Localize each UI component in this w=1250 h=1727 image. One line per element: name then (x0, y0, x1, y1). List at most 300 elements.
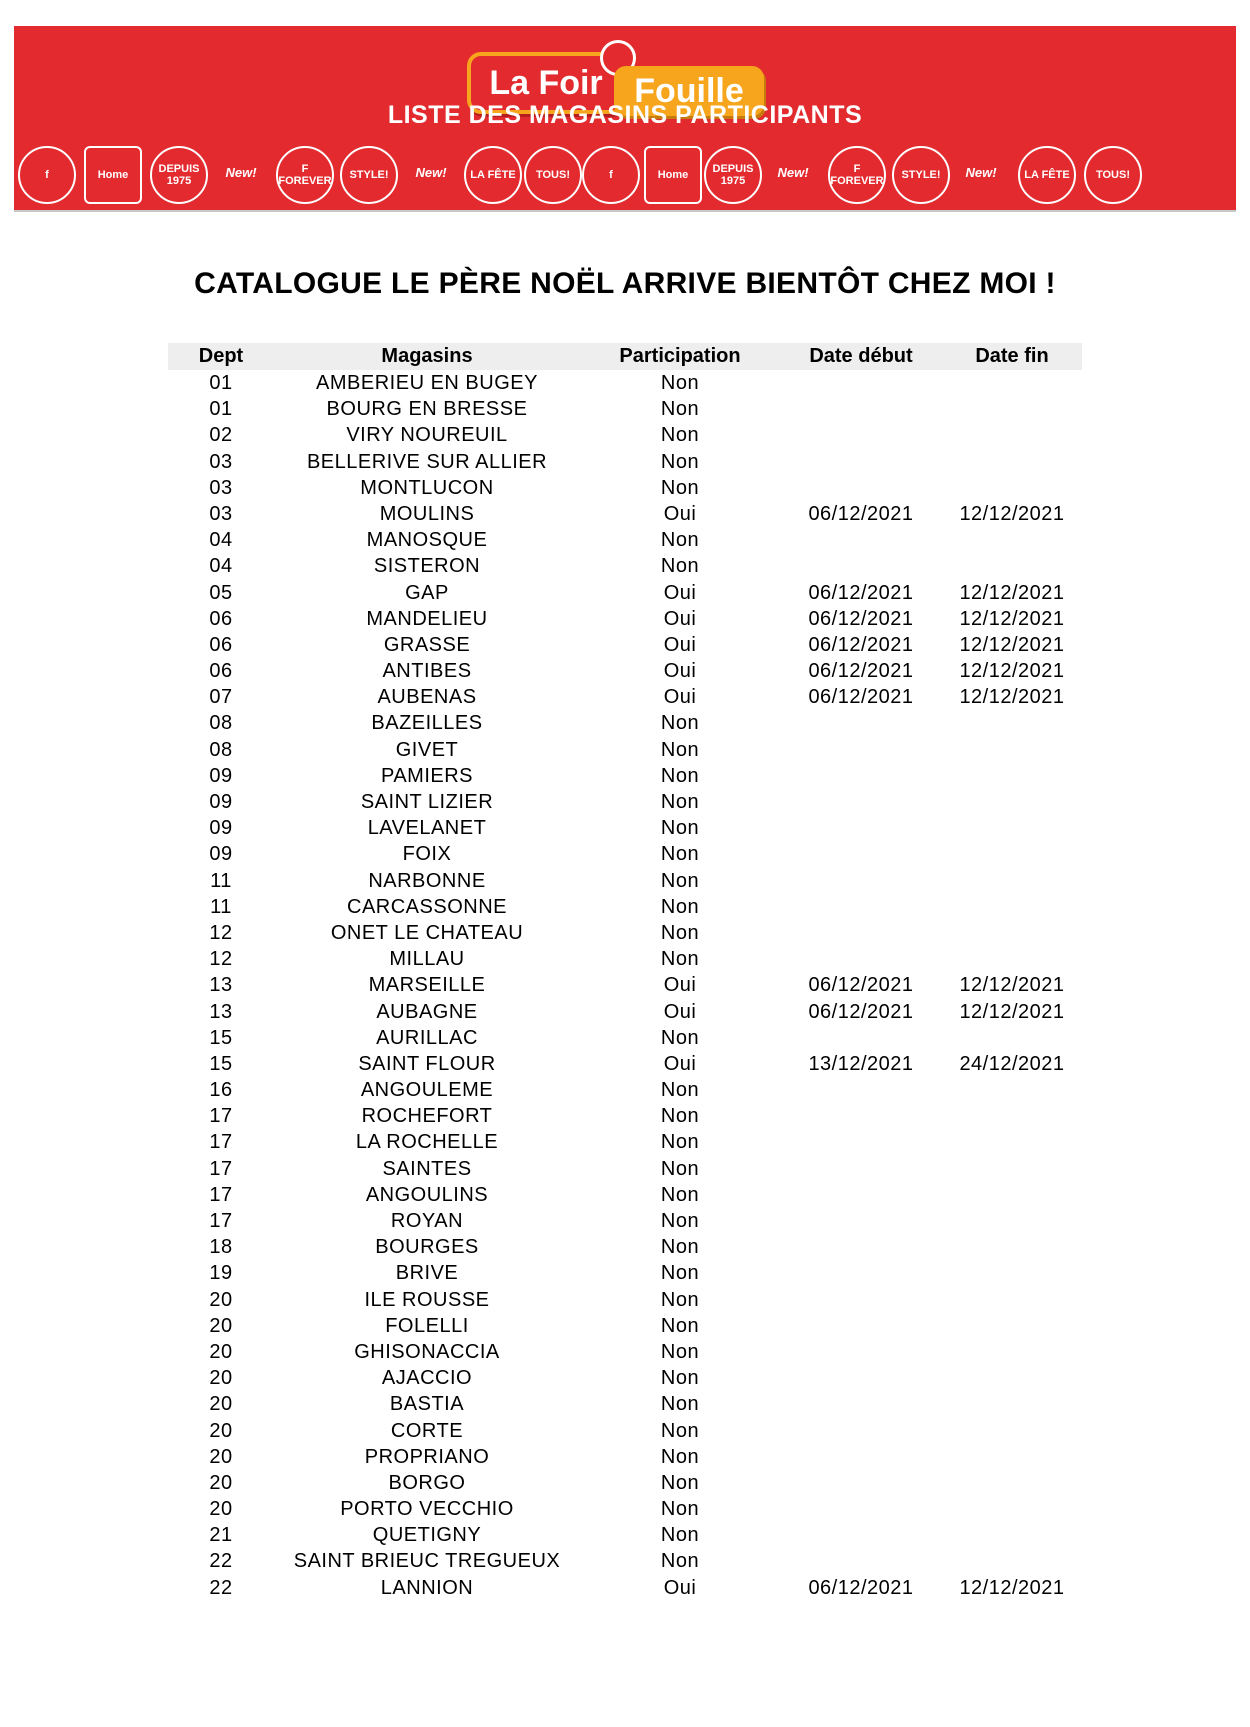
cell-date-fin (942, 1182, 1082, 1208)
table-row (168, 606, 1082, 632)
table-row (168, 815, 1082, 841)
table-row (168, 553, 1082, 579)
banner-subtitle: LISTE DES MAGASINS PARTICIPANTS (387, 101, 863, 129)
cell-magasin: LANNION (380, 1576, 474, 1599)
cell-participation: Oui (663, 581, 697, 604)
table-row (168, 1287, 1082, 1313)
cell-dept: 15 (209, 1052, 233, 1075)
cell-dept: 15 (209, 1026, 233, 1049)
badge-icon: STYLE! (892, 146, 950, 204)
cell-magasin: FOIX (402, 843, 452, 866)
cell-date-debut: 13/12/2021 (808, 1052, 914, 1075)
cell-dept: 20 (209, 1340, 233, 1363)
cell-date-fin (942, 1365, 1082, 1391)
table-row (168, 1575, 1082, 1601)
cell-date-debut (780, 1103, 942, 1129)
cell-magasin: BAZEILLES (371, 712, 483, 735)
cell-participation: Non (660, 398, 700, 421)
cell-date-fin: 12/12/2021 (959, 660, 1065, 683)
cell-date-debut (780, 553, 942, 579)
cell-date-debut: 06/12/2021 (808, 686, 914, 709)
cell-date-fin (942, 737, 1082, 763)
cell-participation: Oui (663, 607, 697, 630)
cell-magasin: ONET LE CHATEAU (330, 921, 524, 944)
cell-magasin: BORGO (388, 1471, 466, 1494)
cell-participation: Non (660, 1131, 700, 1154)
cell-dept: 06 (209, 633, 233, 656)
cell-date-fin (942, 894, 1082, 920)
cell-participation: Non (660, 869, 700, 892)
cell-magasin: AMBERIEU EN BUGEY (316, 372, 538, 394)
badge-icon: F FOREVER (828, 146, 886, 204)
cell-participation: Non (660, 372, 700, 394)
cell-date-debut: 06/12/2021 (808, 660, 914, 683)
cell-date-fin: 12/12/2021 (959, 1576, 1065, 1599)
table-row (168, 1470, 1082, 1496)
cell-date-fin (942, 422, 1082, 448)
cell-date-fin (942, 553, 1082, 579)
cell-date-debut (780, 1156, 942, 1182)
cell-participation: Non (660, 1105, 700, 1128)
cell-magasin: AURILLAC (376, 1026, 478, 1049)
cell-date-debut (780, 841, 942, 867)
table-row (168, 527, 1082, 553)
cell-date-debut (780, 1025, 942, 1051)
cell-date-fin (942, 1103, 1082, 1129)
cell-participation: Non (660, 1393, 700, 1416)
cell-dept: 09 (209, 817, 233, 840)
cell-dept: 09 (209, 791, 233, 813)
table-row (168, 580, 1082, 606)
logo-text-left: La Foir (467, 52, 625, 114)
table-row (168, 1077, 1082, 1103)
cell-date-fin (942, 1470, 1082, 1496)
cell-participation: Non (660, 1157, 700, 1180)
cell-magasin: NARBONNE (368, 869, 486, 892)
cell-participation: Non (660, 1262, 700, 1285)
table-row (168, 1129, 1082, 1155)
cell-participation: Non (660, 529, 700, 552)
cell-date-debut (780, 920, 942, 946)
table-row (168, 422, 1082, 448)
cell-date-debut (780, 396, 942, 422)
table-row (168, 449, 1082, 475)
cell-participation: Non (660, 1236, 700, 1259)
cell-date-debut (780, 710, 942, 736)
cell-dept: 08 (209, 738, 233, 761)
table-row (168, 972, 1082, 998)
cell-date-debut (780, 946, 942, 972)
cell-participation: Non (660, 1498, 700, 1521)
cell-magasin: ROCHEFORT (361, 1105, 493, 1128)
badge-icon: Home (644, 146, 702, 204)
cell-date-debut (780, 1077, 942, 1103)
table-row (168, 894, 1082, 920)
cell-date-fin (942, 1287, 1082, 1313)
badge-icon: LA FÊTE (1018, 146, 1076, 204)
cell-magasin: PROPRIANO (364, 1445, 490, 1468)
table-row (168, 868, 1082, 894)
cell-dept: 11 (210, 895, 232, 918)
cell-date-debut (780, 1287, 942, 1313)
cell-dept: 17 (209, 1105, 233, 1128)
page-title: CATALOGUE LE PÈRE NOËL ARRIVE BIENTÔT CHEZ MOI ! (194, 267, 1056, 300)
cell-magasin: CORTE (390, 1419, 464, 1442)
badge-icon: DEPUIS 1975 (704, 146, 762, 204)
cell-participation: Oui (663, 1000, 697, 1023)
cell-date-fin (942, 1077, 1082, 1103)
cell-dept: 12 (209, 948, 233, 971)
cell-magasin: SAINTES (382, 1157, 472, 1180)
table-row (168, 1418, 1082, 1444)
cell-participation: Non (660, 843, 700, 866)
cell-magasin: PORTO VECCHIO (340, 1498, 514, 1521)
cell-dept: 21 (209, 1524, 233, 1547)
table-row (168, 946, 1082, 972)
cell-participation: Non (660, 1445, 700, 1468)
cell-dept: 01 (209, 372, 233, 394)
cell-date-debut (780, 1234, 942, 1260)
cell-participation: Oui (663, 502, 697, 525)
cell-participation: Non (660, 1079, 700, 1102)
cell-participation: Non (660, 921, 700, 944)
table-row (168, 1548, 1082, 1574)
cell-date-debut (780, 1496, 942, 1522)
cell-dept: 09 (209, 764, 233, 787)
cell-participation: Non (660, 764, 700, 787)
cell-dept: 17 (209, 1157, 233, 1180)
table-row (168, 1313, 1082, 1339)
table-row (168, 501, 1082, 527)
badge-icon: New! (415, 165, 447, 180)
cell-participation: Non (660, 450, 700, 473)
table-row (168, 1025, 1082, 1051)
cell-date-debut: 06/12/2021 (808, 1000, 914, 1023)
cell-magasin: SAINT BRIEUC TREGUEUX (293, 1550, 561, 1573)
table-row (168, 763, 1082, 789)
cell-dept: 07 (209, 686, 233, 709)
cell-date-fin (942, 841, 1082, 867)
cell-magasin: FOLELLI (385, 1314, 469, 1337)
cell-dept: 13 (209, 1000, 233, 1023)
cell-date-fin (942, 1129, 1082, 1155)
cell-magasin: MONTLUCON (360, 476, 494, 499)
cell-magasin: MANDELIEU (366, 607, 488, 630)
cell-date-debut (780, 1391, 942, 1417)
cell-date-debut (780, 1522, 942, 1548)
cell-dept: 11 (210, 869, 232, 892)
cell-date-fin (942, 946, 1082, 972)
table-header (168, 343, 1082, 370)
cell-date-debut (780, 475, 942, 501)
cell-dept: 03 (209, 476, 233, 499)
table-row (168, 841, 1082, 867)
cell-date-fin (942, 1418, 1082, 1444)
cell-participation: Oui (663, 686, 697, 709)
cell-dept: 20 (209, 1288, 233, 1311)
cell-participation: Non (660, 1524, 700, 1547)
table-row (168, 737, 1082, 763)
cell-date-debut: 06/12/2021 (808, 633, 914, 656)
cell-dept: 06 (209, 660, 233, 683)
cell-dept: 02 (209, 424, 233, 447)
cell-date-debut (780, 868, 942, 894)
table-row (168, 1391, 1082, 1417)
cell-date-debut (780, 1313, 942, 1339)
cell-magasin: QUETIGNY (372, 1524, 482, 1547)
cell-dept: 08 (209, 712, 233, 735)
cell-date-fin: 24/12/2021 (959, 1052, 1065, 1075)
cell-magasin: GHISONACCIA (354, 1340, 500, 1363)
table-row (168, 1496, 1082, 1522)
cell-date-fin: 12/12/2021 (959, 1000, 1065, 1023)
cell-magasin: AJACCIO (381, 1367, 473, 1390)
cell-participation: Oui (663, 1576, 697, 1599)
table-row (168, 1051, 1082, 1077)
cell-date-debut (780, 422, 942, 448)
cell-magasin: MANOSQUE (366, 529, 488, 552)
cell-dept: 20 (209, 1498, 233, 1521)
table-row (168, 920, 1082, 946)
header-magasins: Magasins (381, 345, 473, 367)
cell-magasin: ROYAN (390, 1210, 464, 1232)
cell-date-fin (942, 920, 1082, 946)
cell-date-fin (942, 396, 1082, 422)
cell-date-debut: 06/12/2021 (808, 974, 914, 997)
badge-icon: F FOREVER (276, 146, 334, 204)
cell-date-debut (780, 1365, 942, 1391)
cell-date-debut (780, 1208, 942, 1234)
cell-magasin: ANTIBES (382, 660, 472, 683)
cell-magasin: MARSEILLE (368, 974, 486, 997)
cell-dept: 09 (209, 843, 233, 866)
cell-participation: Non (660, 1340, 700, 1363)
cell-participation: Non (660, 424, 700, 447)
cell-dept: 13 (209, 974, 233, 997)
badge-icon: New! (225, 165, 257, 180)
header-date-fin: Date fin (975, 345, 1049, 367)
cell-dept: 20 (209, 1445, 233, 1468)
cell-magasin: MOULINS (379, 502, 475, 525)
cell-magasin: ANGOULEME (360, 1079, 494, 1102)
cell-magasin: GIVET (395, 738, 459, 761)
cell-date-fin (942, 1391, 1082, 1417)
store-table (168, 343, 1082, 1601)
cell-participation: Non (660, 948, 700, 971)
cell-date-fin (942, 789, 1082, 815)
cell-magasin: BOURG EN BRESSE (326, 398, 528, 421)
cell-dept: 18 (209, 1236, 233, 1259)
cell-date-fin (942, 449, 1082, 475)
cell-dept: 06 (209, 607, 233, 630)
cell-magasin: AUBENAS (377, 686, 477, 709)
cell-date-debut (780, 1260, 942, 1286)
cell-dept: 04 (209, 529, 233, 552)
table-row (168, 370, 1082, 396)
badge-icon: New! (777, 165, 809, 180)
badge-icon: Home (84, 146, 142, 204)
table-row (168, 1208, 1082, 1234)
cell-dept: 20 (209, 1419, 233, 1442)
cell-dept: 17 (209, 1131, 233, 1154)
cell-magasin: CARCASSONNE (347, 895, 507, 918)
cell-magasin: GAP (405, 581, 449, 604)
cell-dept: 20 (209, 1367, 233, 1390)
cell-participation: Non (660, 738, 700, 761)
cell-dept: 05 (209, 581, 233, 604)
badge-icon: TOUS! (524, 146, 582, 204)
cell-date-fin (942, 1313, 1082, 1339)
cell-participation: Oui (663, 974, 697, 997)
cell-date-debut: 06/12/2021 (808, 1576, 914, 1599)
cell-date-fin (942, 868, 1082, 894)
cell-date-fin: 12/12/2021 (959, 607, 1065, 630)
table-row (168, 999, 1082, 1025)
cell-date-debut (780, 763, 942, 789)
cell-magasin: SISTERON (373, 555, 481, 578)
cell-dept: 03 (209, 450, 233, 473)
cell-participation: Non (660, 1471, 700, 1494)
cell-magasin: BASTIA (389, 1393, 465, 1416)
cell-dept: 01 (209, 398, 233, 421)
cell-date-debut (780, 527, 942, 553)
cell-date-fin (942, 1156, 1082, 1182)
table-row (168, 1339, 1082, 1365)
cell-date-fin (942, 475, 1082, 501)
cell-date-debut (780, 1182, 942, 1208)
badge-icon: New! (965, 165, 997, 180)
cell-date-fin: 12/12/2021 (959, 686, 1065, 709)
cell-date-debut (780, 1418, 942, 1444)
cell-participation: Non (660, 1314, 700, 1337)
cell-magasin: BELLERIVE SUR ALLIER (306, 450, 548, 473)
badge-icon: STYLE! (340, 146, 398, 204)
table-row (168, 1522, 1082, 1548)
cell-date-debut (780, 789, 942, 815)
cell-date-debut: 06/12/2021 (808, 607, 914, 630)
cell-date-debut (780, 449, 942, 475)
cell-date-fin (942, 527, 1082, 553)
cell-magasin: SAINT FLOUR (358, 1052, 496, 1075)
badge-icon: f (18, 146, 76, 204)
cell-magasin: ILE ROUSSE (364, 1288, 490, 1311)
cell-participation: Oui (663, 1052, 697, 1075)
table-body (168, 370, 1082, 1601)
cell-date-fin (942, 1496, 1082, 1522)
cell-participation: Non (660, 555, 700, 578)
cell-participation: Non (660, 476, 700, 499)
cell-date-fin (942, 1444, 1082, 1470)
cell-participation: Non (660, 1210, 700, 1232)
cell-date-fin: 12/12/2021 (959, 502, 1065, 525)
table-row (168, 1182, 1082, 1208)
cell-date-fin (942, 1260, 1082, 1286)
cell-participation: Non (660, 1367, 700, 1390)
cell-dept: 20 (209, 1314, 233, 1337)
cell-date-debut (780, 1444, 942, 1470)
badge-strip (14, 146, 1236, 206)
cell-date-debut (780, 1129, 942, 1155)
cell-participation: Non (660, 1419, 700, 1442)
cell-dept: 12 (209, 921, 233, 944)
cell-participation: Non (660, 1288, 700, 1311)
badge-icon: TOUS! (1084, 146, 1142, 204)
cell-participation: Non (660, 1026, 700, 1049)
badge-icon: LA FÊTE (464, 146, 522, 204)
cell-dept: 17 (209, 1183, 233, 1206)
cell-dept: 20 (209, 1471, 233, 1494)
cell-magasin: BOURGES (375, 1236, 479, 1259)
cell-magasin: PAMIERS (380, 764, 474, 787)
cell-date-debut (780, 1548, 942, 1574)
cell-date-fin (942, 815, 1082, 841)
logo-text-right: Fouille (614, 66, 764, 116)
table-row (168, 475, 1082, 501)
cell-participation: Non (660, 712, 700, 735)
cell-date-fin: 12/12/2021 (959, 633, 1065, 656)
cell-date-debut: 06/12/2021 (808, 502, 914, 525)
cell-date-fin (942, 1025, 1082, 1051)
table-row (168, 1444, 1082, 1470)
cell-date-fin (942, 1208, 1082, 1234)
cell-participation: Non (660, 1183, 700, 1206)
cell-participation: Non (660, 1550, 700, 1573)
cell-dept: 19 (209, 1262, 233, 1285)
cell-date-debut (780, 370, 942, 396)
cell-date-fin (942, 710, 1082, 736)
cell-magasin: LA ROCHELLE (355, 1131, 499, 1154)
table-row (168, 1260, 1082, 1286)
cell-date-fin: 12/12/2021 (959, 581, 1065, 604)
cell-magasin: ANGOULINS (365, 1183, 489, 1206)
cell-magasin: VIRY NOUREUIL (346, 424, 508, 447)
cell-magasin: GRASSE (383, 633, 471, 656)
cell-date-fin (942, 1339, 1082, 1365)
cell-magasin: LAVELANET (367, 817, 487, 840)
badge-icon: f (582, 146, 640, 204)
cell-date-debut (780, 1339, 942, 1365)
cell-date-debut: 06/12/2021 (808, 581, 914, 604)
table-row (168, 658, 1082, 684)
cell-magasin: BRIVE (395, 1262, 459, 1285)
cell-participation: Non (660, 817, 700, 840)
table-row (168, 1103, 1082, 1129)
cell-date-fin (942, 1548, 1082, 1574)
table-row (168, 789, 1082, 815)
cell-date-debut (780, 894, 942, 920)
cell-dept: 03 (209, 502, 233, 525)
table-row (168, 632, 1082, 658)
cell-participation: Oui (663, 633, 697, 656)
cell-magasin: SAINT LIZIER (360, 791, 494, 813)
table-row (168, 1234, 1082, 1260)
cell-date-debut (780, 1470, 942, 1496)
cell-participation: Non (660, 791, 700, 813)
cell-dept: 22 (209, 1550, 233, 1573)
cell-dept: 17 (209, 1210, 233, 1232)
cell-date-debut (780, 737, 942, 763)
cell-date-debut (780, 815, 942, 841)
cell-participation: Non (660, 895, 700, 918)
header-banner (14, 26, 1236, 212)
cell-dept: 04 (209, 555, 233, 578)
table-row (168, 1156, 1082, 1182)
cell-date-fin (942, 370, 1082, 396)
cell-date-fin (942, 1522, 1082, 1548)
header-date-debut: Date début (809, 345, 913, 367)
cell-dept: 16 (209, 1079, 233, 1102)
header-dept: Dept (198, 345, 244, 367)
